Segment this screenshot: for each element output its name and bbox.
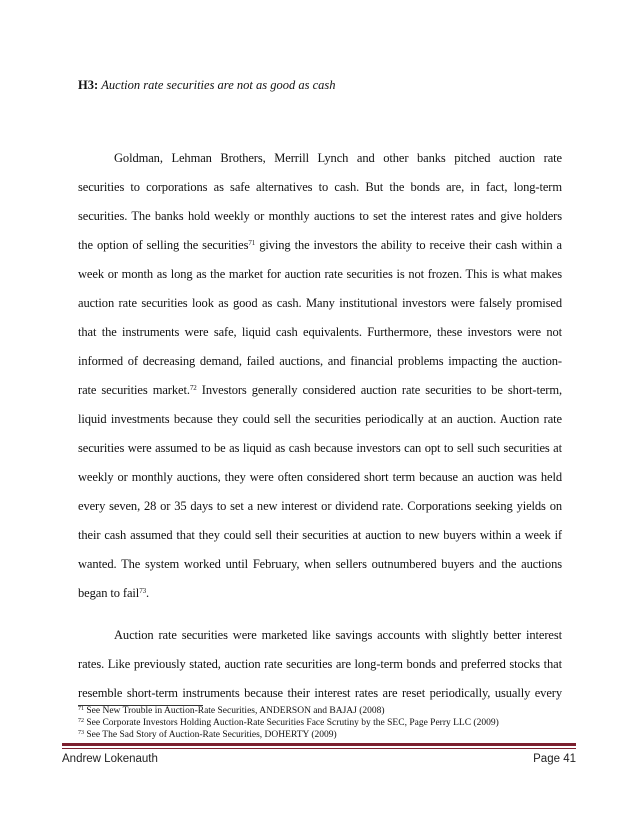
footnote: $^{73}$ See The Sad Story of Auction-Rate Securities, DOHERTY (2009) [78, 730, 337, 740]
footnote-number: 73 [78, 730, 84, 736]
heading-text: Auction rate securities are not as good as cash [101, 78, 336, 92]
body-line: weekly or monthly auctions, they were often considered short term because an auction was held [78, 470, 562, 484]
body-line: resemble short-term instruments because their interest rates are reset periodically, usually every [78, 686, 562, 700]
body-line: that the instruments were safe, liquid cash equivalents. Furthermore, these investors were not [78, 325, 562, 339]
body-line: rate securities market.$^{72}$ Investors generally considered auction rate securities to be short-term, [78, 383, 563, 397]
body-line: securities to corporations as safe alternatives to cash. But the bonds are, in fact, long-term [78, 180, 562, 194]
footnote-ref: 73 [139, 587, 146, 595]
body-line: every seven, 28 or 35 days to set a new interest or dividend rate. Corporations seeking yields on [78, 499, 562, 513]
body-line: week or month as long as the market for auction rate securities is not frozen. This is what makes [78, 267, 562, 281]
body-line: liquid investments because they could sell the securities periodically at an auction. Auction rate [78, 412, 562, 426]
body-line: informed of decreasing demand, failed auctions, and financial problems impacting the auction- [78, 354, 562, 368]
body-line: the option of selling the securities$^{71}$ giving the investors the ability to receive their cash within a [78, 238, 562, 252]
body-line: Goldman, Lehman Brothers, Merrill Lynch and other banks pitched auction rate [114, 151, 562, 165]
body-line: Auction rate securities were marketed like savings accounts with slightly better interest [114, 628, 562, 642]
footer-rule-thin [62, 748, 576, 749]
footer-page-number: Page 41 [533, 753, 576, 765]
body-line: securities were assumed to be as liquid as cash because investors can opt to sell such securities at [78, 441, 562, 455]
body-line: began to fail$^{73}$. [78, 586, 150, 600]
footer-rule-thick [62, 743, 576, 746]
footnote-number: 72 [78, 718, 84, 724]
footnote-ref: 71 [248, 239, 256, 247]
body-line: rates. Like previously stated, auction rate securities are long-term bonds and preferred stocks that [78, 657, 562, 671]
body-line: auction rate securities look as good as cash. Many institutional investors were falsely promised [78, 296, 562, 310]
body-line: their cash assumed that they could sell their securities at auction to new buyers within a week if [78, 528, 562, 542]
body-line: wanted. The system worked until February, when sellers outnumbered buyers and the auctions [78, 557, 562, 571]
footer-author: Andrew Lokenauth [62, 753, 158, 765]
footnote-ref: 72 [189, 384, 197, 392]
heading-label: H3: [78, 78, 99, 92]
section-heading [78, 77, 336, 93]
footnote-number: 71 [78, 706, 84, 712]
footnote: $^{72}$ See Corporate Investors Holding Auction-Rate Securities Face Scrutiny by the SEC, Page Perry LLC (2009) [78, 718, 499, 728]
footnote: $^{71}$ See New Trouble in Auction-Rate Securities, ANDERSON and BAJAJ (2008) [78, 706, 385, 716]
body-line: securities. The banks hold weekly or monthly auctions to set the interest rates and give holders [78, 209, 562, 223]
